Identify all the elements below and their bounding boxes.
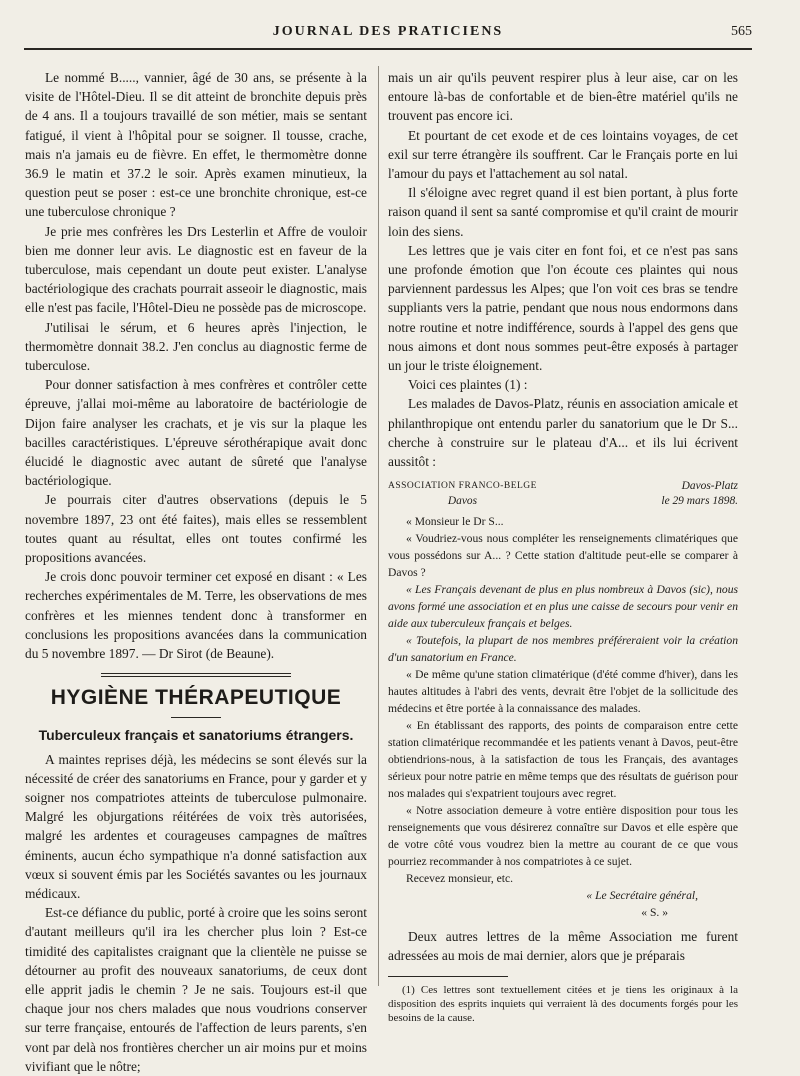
letterhead-place: Davos: [447, 495, 478, 508]
paragraph: Il s'éloigne avec regret quand il est bien portant, à plus forte raison quand il sent sa santé compromise et qu'il craint de mourir loin des siens.: [388, 185, 738, 239]
section-title: HYGIÈNE THÉRAPEUTIQUE: [50, 686, 342, 710]
footnote-rule: [388, 976, 508, 977]
letterhead: [388, 479, 738, 509]
paragraph: Et pourtant de cet exode et de ces lointains voyages, de cet exil sur terre étrangère ils souffrent. Car le Français porte en lui l'amour du pays et l'attachement au sol natal.: [388, 127, 738, 182]
letter-paragraph: « Toutefois, la plupart de nos membres préféreraient voir la création d'un sanatorium en France.: [388, 634, 738, 665]
letter-paragraph: Recevez monsieur, etc.: [406, 872, 514, 886]
article-title: Tuberculeux français et sanatoriums étrangers.: [38, 727, 354, 744]
letter-body: [388, 513, 738, 921]
letter-paragraph: « Notre association demeure à votre entière disposition pour tous les renseignements que vous désirerez connaître sur Davos et elle espère que de votre côté vous voudrez bien la mettre au courant de ce que vous pourriez recommander à nos compatriotes à ce sujet.: [388, 804, 738, 869]
running-head: JOURNAL DES PRATICIENS: [272, 24, 504, 39]
letter-paragraph: « Voudriez-vous nous compléter les renseignements climatériques que vous possédons sur A... ? Cette station d'altitude peut-elle se comparer à Davos ?: [388, 532, 738, 580]
letter-paragraph: « Les Français devenant de plus en plus nombreux à Davos (sic), nous avons formé une association et en plus une caisse de secours pour venir en aide aux tuberculeux français et belges.: [388, 583, 738, 631]
paragraph: Les lettres que je vais citer en font foi, et ce n'est pas sans une profonde émotion que l'on écoute ces plaintes qui nous parviennent pardessus les Alpes; que l'on voit ces bras se tendre suppliants vers la patrie, pendant que nous nous endormons dans notre routine et notre indifférence, sourds à l'appel des gens que nous aimons et dont nous sommes peut-être exposés à partager un jour le triste éloignement.: [388, 242, 738, 374]
right-column: [388, 68, 738, 1025]
paragraph: A maintes reprises déjà, les médecins se sont élevés sur la nécessité de créer des sanatoriums en France, pour y garder et y soigner nos compatriotes atteints de tuberculose pulmonaire. Malgré les objurgations réitérées de voix très autorisées, malgré les ardentes et courageuses campagnes de maîtres éminents, aucun écho sympathique n'a donné satisfaction aux vœux si souvent émis par les Sociétés savantes ou les journaux médicaux.: [25, 751, 367, 901]
section-rule: [101, 673, 291, 677]
letterhead-date: le 29 mars 1898.: [661, 495, 738, 508]
letter-paragraph: « Monsieur le Dr S...: [406, 515, 504, 529]
left-column: [25, 68, 367, 1076]
letterhead-place-right: Davos-Platz: [681, 480, 738, 493]
page-header: [24, 20, 752, 42]
header-rule: [24, 48, 752, 50]
letter-signature: « S. »: [641, 906, 668, 920]
letter-paragraph: « De même qu'une station climatérique (d'été comme d'hiver), dans les hautes altitudes à l'abri des vents, devrait être l'objet de la sollicitude des médecins et être portée à la connaissance des malades.: [388, 668, 738, 716]
letter-signoff: « Le Secrétaire général,: [586, 889, 698, 903]
title-rule: [171, 717, 221, 718]
paragraph: J'utilisai le sérum, et 6 heures après l'injection, le thermomètre donnait 38.2. J'en conclus au diagnostic ferme de tuberculose.: [25, 319, 367, 374]
paragraph: Pour donner satisfaction à mes confrères et contrôler cette épreuve, j'allai moi-même au laboratoire de bactériologie de Dijon faire analyser les crachats, et je vis sur la plaque les bacilles caractéristiques. L'épreuve sérothérapique avait donc élucidé le diagnostic avec autant de sûreté que l'analyse bactériologique.: [25, 377, 367, 489]
letterhead-org: ASSOCIATION FRANCO-BELGE: [388, 481, 537, 492]
paragraph: Les malades de Davos-Platz, réunis en association amicale et philanthropique ont entendu parler du sanatorium que le Dr S... cherche à construire sur le plateau d'A... et ils lui écrivent aussitôt :: [388, 396, 738, 470]
paragraph: Le nommé B....., vannier, âgé de 30 ans, se présente à la visite de l'Hôtel-Dieu. Il se dit atteint de bronchite depuis près de 4 ans. Il a toujours travaillé de son métier, mais se sentant fatigué, il vient à l'hôpital pour se soigner. Il tousse, crache, mais n'a jamais eu de fièvre. En effet, le thermomètre donne 36.9 le matin et 37.2 le soir. Après examen minutieux, la question peut se poser : est-ce une bronchite chronique, est-ce une tuberculose chronique ?: [25, 70, 367, 220]
column-divider: [378, 66, 379, 986]
paragraph: Est-ce défiance du public, porté à croire que les soins seront d'autant meilleurs qu'il ira les chercher plus loin ? Est-ce timidité des capitalistes craignant que la clientèle ne puisse se détourner au profit des nouveaux sanatoriums, de ceux dont elle apprit jadis le chemin ? Je ne sais. Toujours est-il que chaque jour nos chers malades que nous voudrions conserver sur terre française, entourés de l'affection de leurs parents, s'en vont par delà nos frontières chercher un air moins pur et moins vivifiant que le nôtre;: [25, 905, 367, 1074]
paragraph: Je crois donc pouvoir terminer cet exposé en disant : « Les recherches expérimentales de M. Terre, les observations de mes confrères et les miennes tendent donc à transformer en conclusions les propositions avancées dans la communication du 5 novembre 1897. — Dr Sirot (de Beaune).: [25, 569, 367, 662]
paragraph: mais un air qu'ils peuvent respirer plus à leur aise, car on les entoure là-bas de confortable et de bien-être matériel qu'ils ne trouvent pas encore ici.: [388, 70, 738, 124]
paragraph: Voici ces plaintes (1) :: [408, 377, 528, 393]
footnote: [388, 983, 738, 1025]
paragraph: Je prie mes confrères les Drs Lesterlin et Affre de vouloir bien me donner leur avis. Le diagnostic est en faveur de la tuberculose, mais cependant un doute peut exister. L'analyse bactériologique des crachats pourrait asseoir le diagnostic, mais elle n'est pas facile, l'Hôtel-Dieu ne possède pas de microscope.: [25, 223, 367, 316]
letter-paragraph: « En établissant des rapports, des points de comparaison entre cette station climatérique recommandée et les patients venant à Davos, peut-être obtiendrions-nous, à la satisfaction de tous les Français, des avantages sérieux pour notre patrie en même temps que des résultats de guérison pour nos malades qui s'expatrient toujours avec regret.: [388, 719, 738, 801]
paragraph: Je pourrais citer d'autres observations (depuis le 5 novembre 1897, 23 ont été faites), mais elles se ressemblent toutes quant au résultat, elles ont toutes confirmé les propositions avancées.: [25, 492, 367, 566]
paragraph: Deux autres lettres de la même Association me furent adressées au mois de mai dernier, alors que je préparais: [388, 929, 738, 964]
page-number: 565: [731, 24, 752, 39]
footnote-text: (1) Ces lettres sont textuellement citées et je tiens les originaux à la disposition des esprits inquiets qui verraient là des documents forgés pour les besoins de la cause.: [388, 983, 738, 1024]
